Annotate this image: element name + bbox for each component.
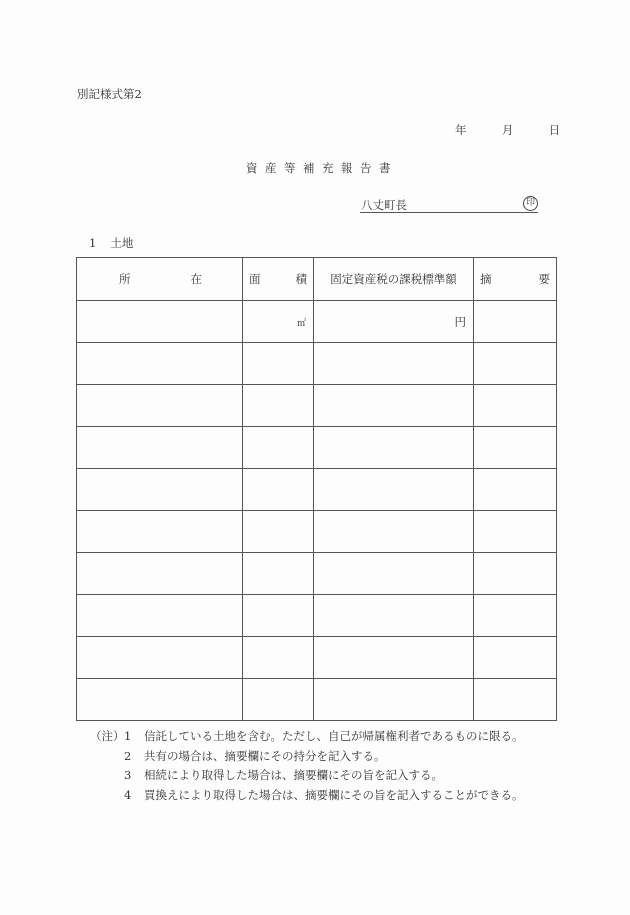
amount-unit: 円 xyxy=(454,314,466,329)
cell-area[interactable] xyxy=(243,679,314,721)
cell-location[interactable] xyxy=(77,511,243,553)
note-item: （注） 1 信託している土地を含む。ただし、自己が帰属権利者であるものに限る。 xyxy=(90,727,524,747)
seal-icon: 印 xyxy=(523,196,538,211)
area-unit: ㎡ xyxy=(296,318,306,329)
header-location: 所 在 xyxy=(77,258,243,301)
cell-location[interactable] xyxy=(77,301,243,343)
table-row xyxy=(77,511,557,553)
cell-tax-base[interactable] xyxy=(314,511,474,553)
document-title: 資産等補充報告書 xyxy=(246,161,398,175)
cell-tax-base[interactable] xyxy=(314,553,474,595)
cell-location[interactable] xyxy=(77,385,243,427)
table-row xyxy=(77,595,557,637)
cell-area[interactable] xyxy=(243,301,314,343)
cell-remarks[interactable] xyxy=(474,679,557,721)
cell-remarks[interactable] xyxy=(474,385,557,427)
note-text: 買換えにより取得した場合は、摘要欄にその旨を記入することができる。 xyxy=(144,787,524,802)
cell-remarks[interactable] xyxy=(474,469,557,511)
table-row xyxy=(77,343,557,385)
cell-remarks[interactable] xyxy=(474,301,557,343)
note-text: 相続により取得した場合は、摘要欄にその旨を記入する。 xyxy=(144,768,443,782)
date-line xyxy=(455,122,560,138)
header-tax-base: 固定資産税の課税標準額 xyxy=(314,258,474,301)
cell-remarks[interactable] xyxy=(474,343,557,385)
cell-area[interactable] xyxy=(243,637,314,679)
cell-tax-base[interactable] xyxy=(314,301,474,343)
header-remarks: 摘 要 xyxy=(474,258,557,301)
table-row xyxy=(77,553,557,595)
cell-location[interactable] xyxy=(77,469,243,511)
cell-remarks[interactable] xyxy=(474,553,557,595)
notes-lead: （注） xyxy=(90,729,125,743)
notes xyxy=(90,727,524,805)
cell-tax-base[interactable] xyxy=(314,343,474,385)
note-item: 3 相続により取得した場合は、摘要欄にその旨を記入する。 xyxy=(90,766,524,786)
note-item: 2 共有の場合は、摘要欄にその持分を記入する。 xyxy=(90,747,524,767)
cell-location[interactable] xyxy=(77,427,243,469)
month-label: 月 xyxy=(501,123,514,137)
cell-area[interactable] xyxy=(243,511,314,553)
note-text: 共有の場合は、摘要欄にその持分を記入する。 xyxy=(144,748,386,763)
table-row xyxy=(77,469,557,511)
cell-tax-base[interactable] xyxy=(314,469,474,511)
cell-tax-base[interactable] xyxy=(314,385,474,427)
table-row xyxy=(77,427,557,469)
form-number-label: 別記様式第2 xyxy=(77,87,142,101)
table-row xyxy=(77,301,557,343)
cell-location[interactable] xyxy=(77,595,243,637)
cell-remarks[interactable] xyxy=(474,427,557,469)
table-row xyxy=(77,385,557,427)
day-label: 日 xyxy=(548,123,561,137)
cell-area[interactable] xyxy=(243,427,314,469)
section-heading xyxy=(89,235,133,251)
table-row xyxy=(77,637,557,679)
header-area: 面 積 xyxy=(243,258,314,301)
cell-area[interactable] xyxy=(243,553,314,595)
addressee-line xyxy=(360,197,538,213)
note-text: 信託している土地を含む。ただし、自己が帰属権利者であるものに限る。 xyxy=(144,729,524,743)
cell-area[interactable] xyxy=(243,343,314,385)
cell-area[interactable] xyxy=(243,385,314,427)
land-table xyxy=(76,257,557,721)
section-label: 土地 xyxy=(110,236,134,250)
cell-tax-base[interactable] xyxy=(314,595,474,637)
year-label: 年 xyxy=(455,123,467,137)
cell-area[interactable] xyxy=(243,469,314,511)
cell-tax-base[interactable] xyxy=(314,637,474,679)
cell-tax-base[interactable] xyxy=(314,427,474,469)
cell-location[interactable] xyxy=(77,553,243,595)
cell-remarks[interactable] xyxy=(474,595,557,637)
table-row xyxy=(77,679,557,721)
cell-location[interactable] xyxy=(77,637,243,679)
cell-remarks[interactable] xyxy=(474,511,557,553)
cell-tax-base[interactable] xyxy=(314,679,474,721)
cell-location[interactable] xyxy=(77,343,243,385)
cell-location[interactable] xyxy=(77,679,243,721)
cell-area[interactable] xyxy=(243,595,314,637)
note-item: 4 買換えにより取得した場合は、摘要欄にその旨を記入することができる。 xyxy=(90,786,524,806)
cell-remarks[interactable] xyxy=(474,637,557,679)
table-header-row xyxy=(77,258,557,301)
addressee-name: 八丈町長 xyxy=(361,198,407,212)
section-number: 1 xyxy=(89,236,97,250)
